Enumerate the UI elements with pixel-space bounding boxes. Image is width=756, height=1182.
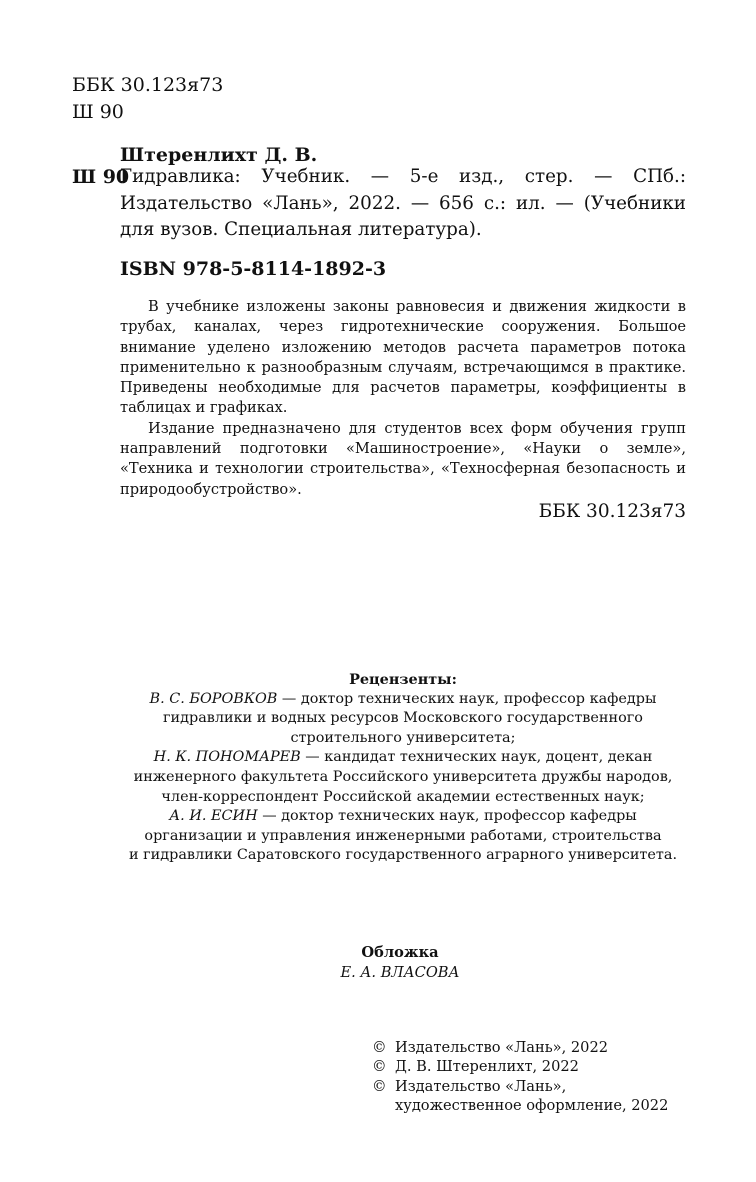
cover-credit bbox=[300, 943, 500, 982]
annotation-paragraph: В учебнике изложены законы равновесия и движения жидкости в трубах, каналах, через гидротехнические сооружения. Большое внимание уделено изложению методов расчета параметров потока применительно к разнообразным случаям, встречающимся в практике. Приведены необходимые для расчетов параметры, коэффициенты в таблицах и графиках. bbox=[120, 298, 686, 417]
author-mark-code: Ш 90 bbox=[72, 101, 124, 123]
bbk-code-footer: ББК 30.123я73 bbox=[538, 501, 686, 522]
reviewers-title: Рецензенты: bbox=[349, 671, 457, 688]
copyright-symbol: © bbox=[372, 1058, 387, 1076]
copyright-block bbox=[372, 1038, 668, 1116]
copyright-line: художественное оформление, 2022 bbox=[395, 1097, 669, 1115]
annotation bbox=[120, 297, 686, 500]
reviewer-name: Н. К. ПОНОМАРЕВ bbox=[153, 749, 301, 766]
reviewer-entry: Н. К. ПОНОМАРЕВ — кандидат технических наук, доцент, декан инженерного факультета Российского университета дружбы народов, член-корреспондент Российской академии естественных наук; bbox=[133, 749, 673, 805]
copyright-line: © Д. В. Штеренлихт, 2022 bbox=[372, 1058, 579, 1076]
isbn: ISBN 978-5-8114-1892-3 bbox=[120, 258, 387, 280]
annotation-paragraph: Издание предназначено для студентов всех форм обучения групп направлений подготовки «Машиностроение», «Науки о земле», «Техника и технологии строительства», «Техносферная безопасность и природообустройство». bbox=[120, 419, 686, 498]
author-mark-label: Ш 90 bbox=[72, 166, 130, 188]
copyright-symbol: © bbox=[372, 1039, 387, 1056]
reviewer-entry: А. И. ЕСИН — доктор технических наук, профессор кафедры организации и управления инженерными работами, строительства и гидравлики Саратовского государственного аграрного университета. bbox=[128, 808, 678, 864]
author-name: Штеренлихт Д. В. bbox=[120, 144, 318, 166]
bbk-index: ББК 30.123я73 bbox=[72, 74, 224, 96]
cover-title: Обложка bbox=[361, 944, 439, 961]
cover-designer: Е. А. ВЛАСОВА bbox=[340, 963, 460, 981]
bbk-code-header bbox=[72, 72, 223, 126]
copyright-symbol: © bbox=[372, 1077, 387, 1095]
reviewers-block bbox=[120, 670, 686, 866]
bibliographic-record: Гидравлика: Учебник. — 5-е изд., стер. — СПб.: Издательство «Лань», 2022. — 656 с.: ил. — (Учебники для вузов. Специальная литература). bbox=[120, 166, 686, 240]
copyright-line: © Издательство «Лань», bbox=[372, 1077, 567, 1095]
reviewer-name: В. С. БОРОВКОВ bbox=[149, 690, 278, 707]
reviewer-name: А. И. ЕСИН bbox=[169, 808, 258, 825]
copyright-line: © Издательство «Лань», 2022 bbox=[372, 1039, 609, 1056]
reviewer-entry: В. С. БОРОВКОВ — доктор технических наук, профессор кафедры гидравлики и водных ресурсов Московского государственного строительного университета; bbox=[149, 690, 657, 746]
